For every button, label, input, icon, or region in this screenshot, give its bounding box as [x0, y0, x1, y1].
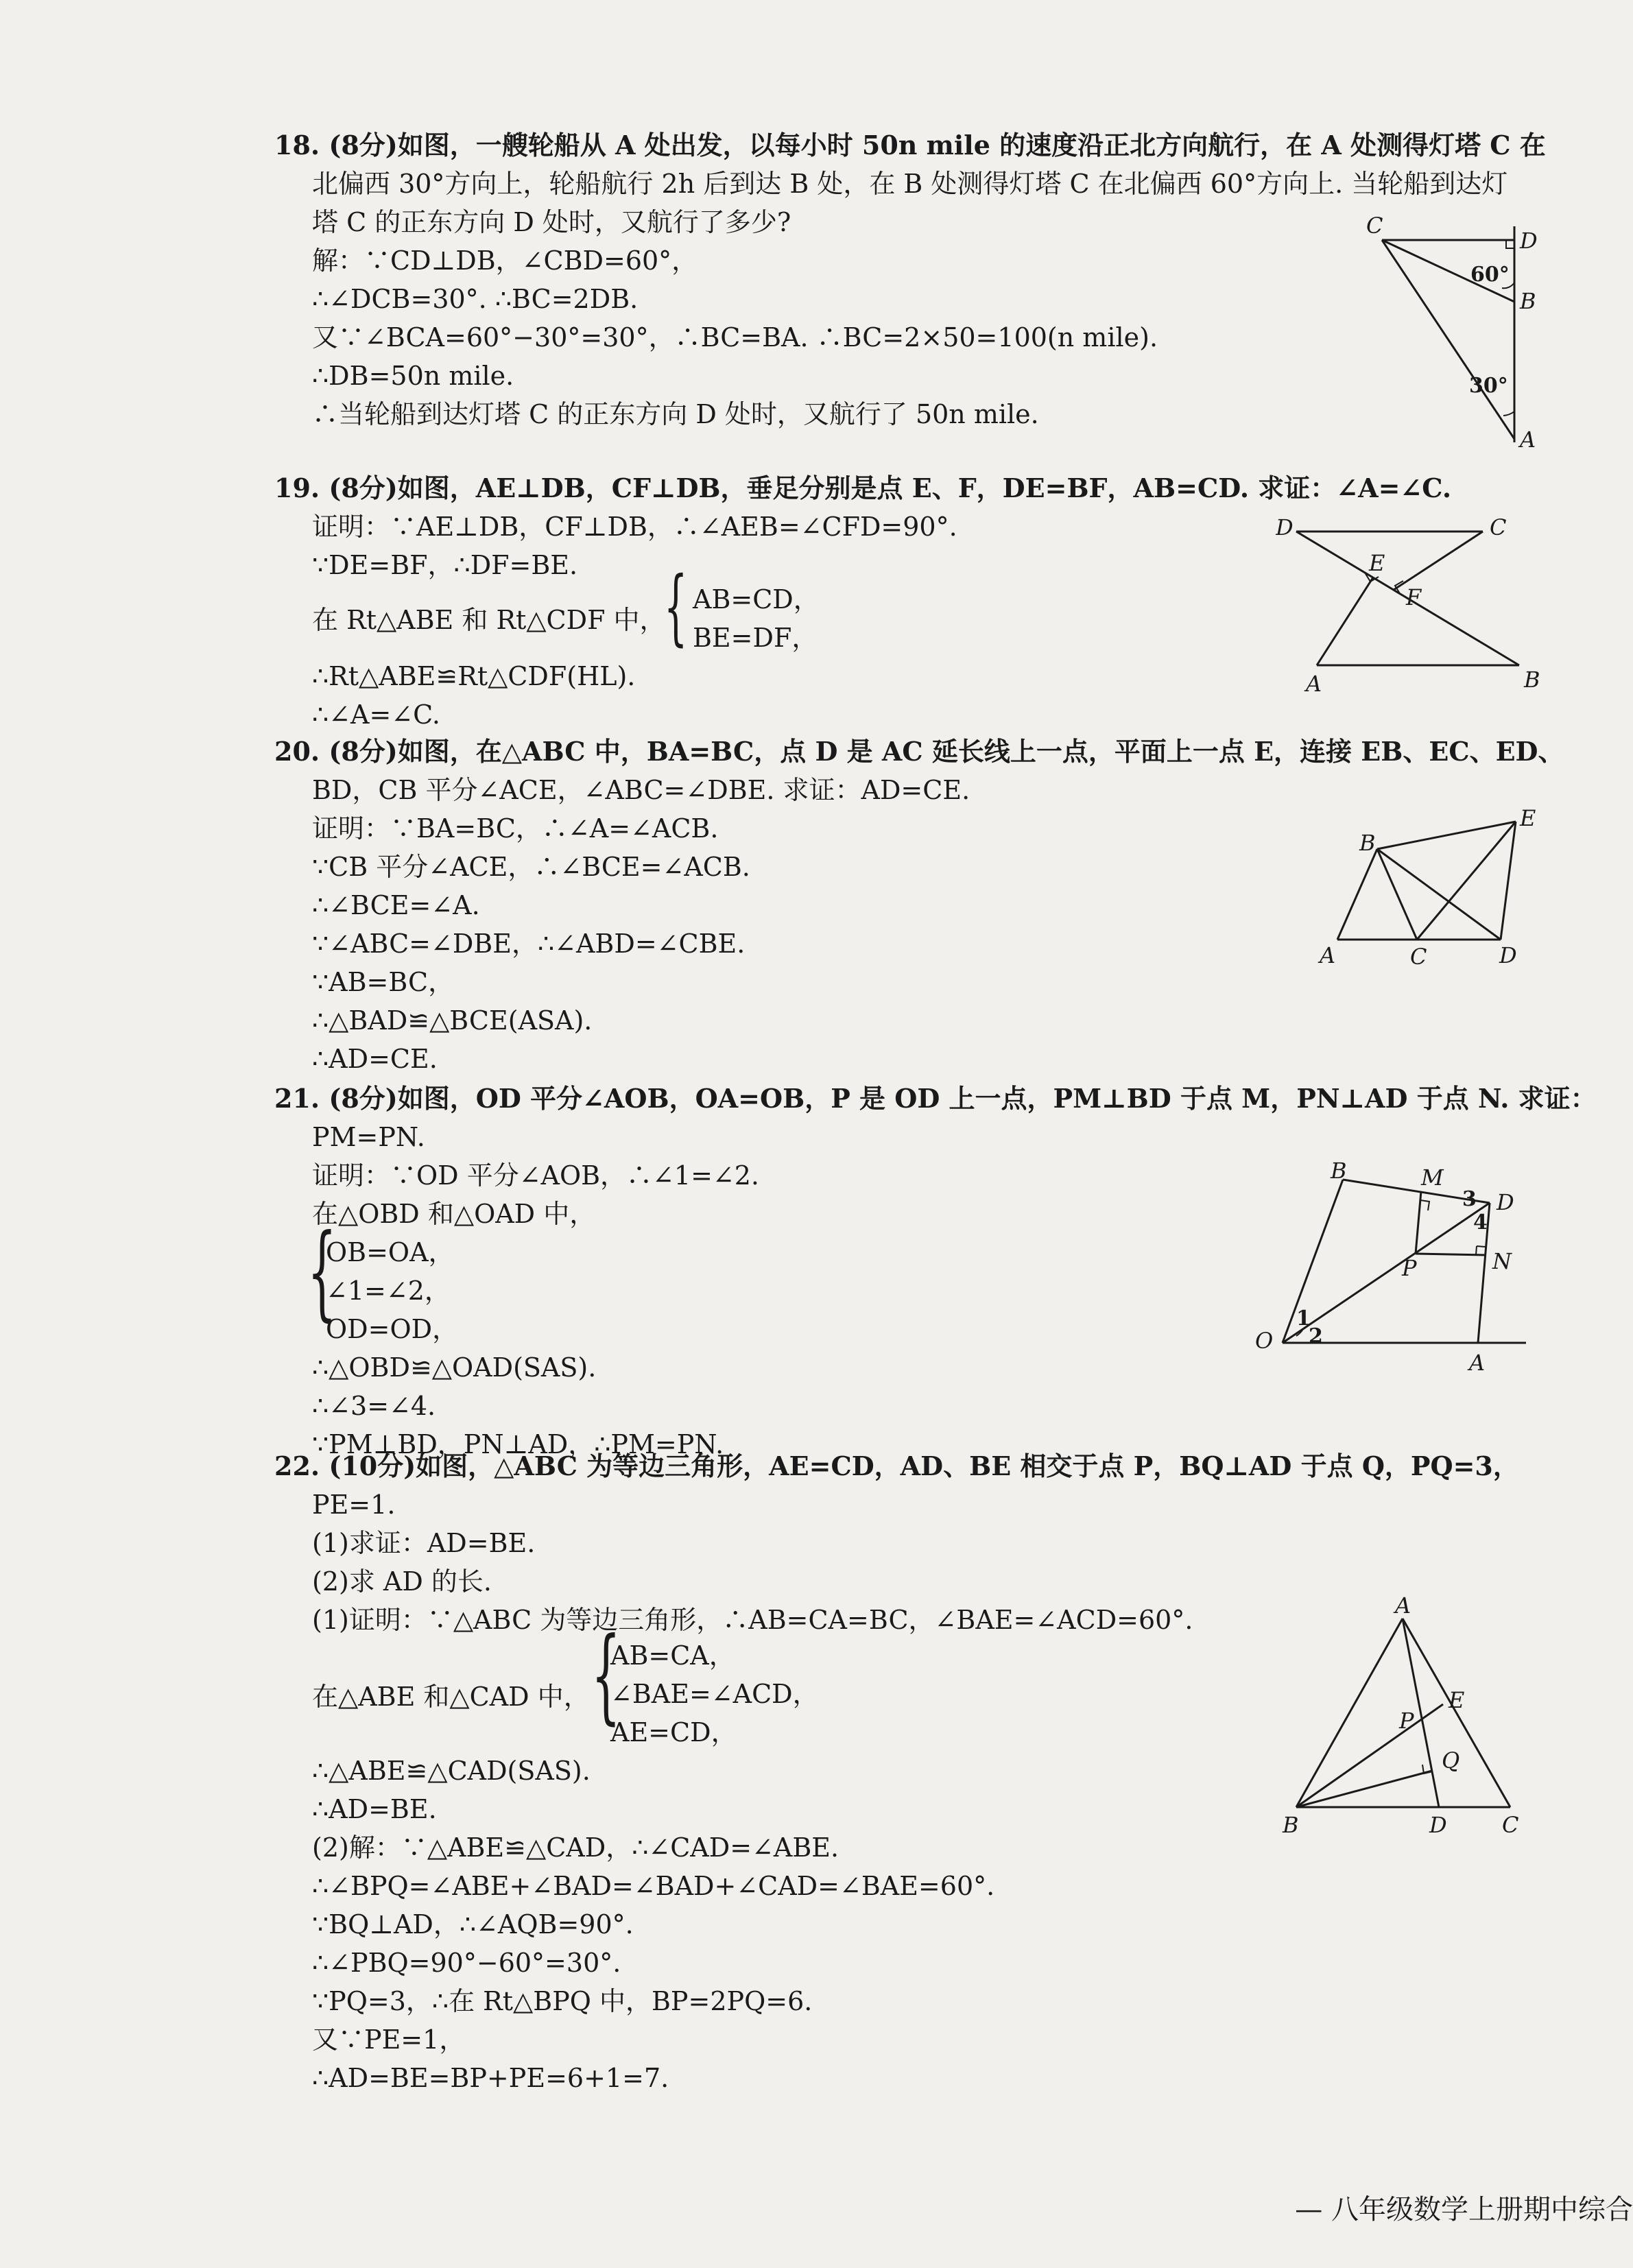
- p19-after-1: ∴Rt△ABE≌Rt△CDF(HL).: [312, 661, 636, 691]
- p21-label-B: B: [1331, 1158, 1347, 1184]
- p21-cond-1: OB=OA，: [326, 1237, 455, 1267]
- p22-line-2: PE=1.: [312, 1490, 396, 1520]
- p18-line-8: ∴当轮船到达灯塔 C 的正东方向 D 处时，又航行了 50n mile.: [312, 399, 1039, 429]
- p22-prefix: 在△ABE 和△CAD 中，: [312, 1682, 590, 1712]
- p18-line-6: 又∵∠BCA=60°−30°=30°，∴BC=BA. ∴BC=2×50=100(n mile).: [312, 322, 1158, 353]
- p19-label-C: C: [1490, 514, 1507, 540]
- p19-line-1: 19. (8分)如图，AE⊥DB，CF⊥DB，垂足分别是点 E、F，DE=BF，AB=CD. 求证：∠A=∠C.: [274, 473, 1452, 503]
- p19-label-F: F: [1406, 584, 1422, 610]
- p20-label-C: C: [1410, 944, 1427, 970]
- p18-line-3: 塔 C 的正东方向 D 处时，又航行了多少?: [312, 207, 791, 237]
- p18-label-A: A: [1520, 427, 1536, 453]
- p22-after-1: ∴△ABE≌△CAD(SAS).: [312, 1756, 591, 1786]
- p21-angle-4: 4: [1473, 1210, 1488, 1234]
- p22-after-9: ∴AD=BE=BP+PE=6+1=7.: [312, 2063, 669, 2093]
- p21-angle-2: 2: [1309, 1324, 1323, 1348]
- p22-line-3: (1)求证：AD=BE.: [312, 1528, 536, 1558]
- p19-cond-2: BE=DF，: [693, 623, 818, 653]
- p19-cond-1: AB=CD，: [693, 584, 820, 614]
- p21-after-3: ∵PM⊥BD，PN⊥AD，∴PM=PN.: [312, 1429, 724, 1459]
- p21-cond-2: ∠1=∠2，: [326, 1276, 451, 1306]
- p18-label-D: D: [1520, 228, 1538, 254]
- p22-after-7: ∵PQ=3，∴在 Rt△BPQ 中，BP=2PQ=6.: [312, 1986, 813, 2016]
- p22-line-4: (2)求 AD 的长.: [312, 1566, 492, 1597]
- p18-line-7: ∴DB=50n mile.: [312, 361, 514, 391]
- p20-line-3: 证明：∵BA=BC，∴∠A=∠ACB.: [312, 813, 719, 844]
- p20-figure: [1310, 809, 1543, 974]
- p21-line-2: PM=PN.: [312, 1122, 425, 1152]
- p22-label-D: D: [1429, 1812, 1447, 1838]
- p20-line-7: ∵AB=BC，: [312, 967, 455, 997]
- p19-rt-prefix: 在 Rt△ABE 和 Rt△CDF 中，: [312, 605, 666, 635]
- p20-line-8: ∴△BAD≌△BCE(ASA).: [312, 1005, 593, 1036]
- p19-line-2: 证明：∵AE⊥DB，CF⊥DB，∴∠AEB=∠CFD=90°.: [312, 512, 957, 542]
- p21-label-A: A: [1469, 1350, 1486, 1376]
- p19-label-A: A: [1306, 671, 1322, 697]
- p20-label-A: A: [1320, 942, 1336, 968]
- p20-label-D: D: [1499, 942, 1517, 968]
- p18-line-5: ∴∠DCB=30°. ∴BC=2DB.: [312, 284, 639, 314]
- p22-label-E: E: [1449, 1687, 1465, 1713]
- p22-label-C: C: [1502, 1812, 1519, 1838]
- p21-brace: {: [307, 1213, 337, 1332]
- p22-after-5: ∵BQ⊥AD，∴∠AQB=90°.: [312, 1909, 634, 1939]
- p18-line-2: 北偏西 30°方向上，轮船航行 2h 后到达 B 处，在 B 处测得灯塔 C 在北偏西 60°方向上. 当轮船到达灯: [312, 169, 1508, 199]
- p22-after-6: ∴∠PBQ=90°−60°=30°.: [312, 1948, 621, 1978]
- p21-label-N: N: [1492, 1248, 1512, 1274]
- p22-cond-1: AB=CA，: [610, 1640, 735, 1671]
- p22-after-8: 又∵PE=1，: [312, 2025, 466, 2055]
- p21-angle-3: 3: [1462, 1187, 1477, 1211]
- p18-line-4: 解：∵CD⊥DB，∠CBD=60°，: [312, 246, 698, 276]
- p21-cond-3: OD=OD，: [326, 1314, 459, 1344]
- p20-line-2: BD，CB 平分∠ACE，∠ABC=∠DBE. 求证：AD=CE.: [312, 775, 970, 805]
- p21-after-1: ∴△OBD≌△OAD(SAS).: [312, 1352, 597, 1383]
- p22-label-A: A: [1395, 1592, 1411, 1619]
- p22-line-5: (1)证明：∵△ABC 为等边三角形，∴AB=CA=BC，∠BAE=∠ACD=60°.: [312, 1605, 1193, 1635]
- p20-label-B: B: [1359, 830, 1376, 856]
- p21-angle-1: 1: [1296, 1306, 1311, 1330]
- p22-figure: [1262, 1591, 1536, 1852]
- p18-label-B: B: [1520, 288, 1536, 314]
- p20-line-4: ∵CB 平分∠ACE，∴∠BCE=∠ACB.: [312, 852, 750, 882]
- p19-line-3: ∵DE=BF，∴DF=BE.: [312, 550, 578, 580]
- p18-label-C: C: [1366, 213, 1383, 239]
- p21-line-3: 证明：∵OD 平分∠AOB，∴∠1=∠2.: [312, 1160, 760, 1191]
- p20-label-E: E: [1520, 809, 1536, 831]
- p19-after-2: ∴∠A=∠C.: [312, 700, 440, 730]
- p22-after-2: ∴AD=BE.: [312, 1794, 437, 1824]
- p19-label-D: D: [1276, 514, 1294, 540]
- p22-brace: {: [591, 1616, 621, 1735]
- p19-label-E: E: [1369, 550, 1385, 576]
- p21-figure: [1248, 1152, 1536, 1378]
- p20-line-6: ∵∠ABC=∠DBE，∴∠ABD=∠CBE.: [312, 929, 746, 959]
- p22-after-4: ∴∠BPQ=∠ABE+∠BAD=∠BAD+∠CAD=∠BAE=60°.: [312, 1871, 995, 1901]
- p21-label-P: P: [1402, 1255, 1417, 1281]
- p18-angle-60: 60°: [1470, 263, 1510, 287]
- p18-line-1: 18. (8分)如图，一艘轮船从 A 处出发，以每小时 50n mile 的速度沿正北方向航行，在 A 处测得灯塔 C 在: [274, 130, 1546, 160]
- p21-label-M: M: [1421, 1165, 1444, 1191]
- p22-label-B: B: [1283, 1812, 1299, 1838]
- p21-line-4: 在△OBD 和△OAD 中，: [312, 1199, 596, 1229]
- p21-after-2: ∴∠3=∠4.: [312, 1391, 436, 1421]
- p19-label-B: B: [1524, 667, 1540, 693]
- p22-after-3: (2)解：∵△ABE≌△CAD，∴∠CAD=∠ABE.: [312, 1833, 839, 1863]
- p19-brace: {: [664, 560, 688, 655]
- p21-label-D: D: [1497, 1189, 1514, 1215]
- p21-label-O: O: [1255, 1328, 1274, 1354]
- p19-figure: [1276, 508, 1550, 700]
- page-footer: — 八年级数学上册期中综合: [1295, 2194, 1633, 2225]
- p22-cond-3: AE=CD，: [610, 1717, 737, 1747]
- p20-line-9: ∴AD=CE.: [312, 1044, 438, 1074]
- p18-angle-30: 30°: [1469, 374, 1508, 398]
- p22-cond-2: ∠BAE=∠ACD，: [610, 1679, 819, 1709]
- p20-line-5: ∴∠BCE=∠A.: [312, 890, 480, 920]
- p22-line-1: 22. (10分)如图，△ABC 为等边三角形，AE=CD，AD、BE 相交于点 P，BQ⊥AD 于点 Q，PQ=3，: [274, 1451, 1519, 1481]
- p22-label-P: P: [1399, 1708, 1414, 1734]
- p20-line-1: 20. (8分)如图，在△ABC 中，BA=BC，点 D 是 AC 延长线上一点，平面上一点 E，连接 EB、EC、ED、: [274, 736, 1564, 767]
- p18-figure: [1358, 206, 1550, 453]
- p22-label-Q: Q: [1442, 1747, 1460, 1774]
- p21-line-1: 21. (8分)如图，OD 平分∠AOB，OA=OB，P 是 OD 上一点，PM⊥BD 于点 M，PN⊥AD 于点 N. 求证：: [274, 1083, 1597, 1114]
